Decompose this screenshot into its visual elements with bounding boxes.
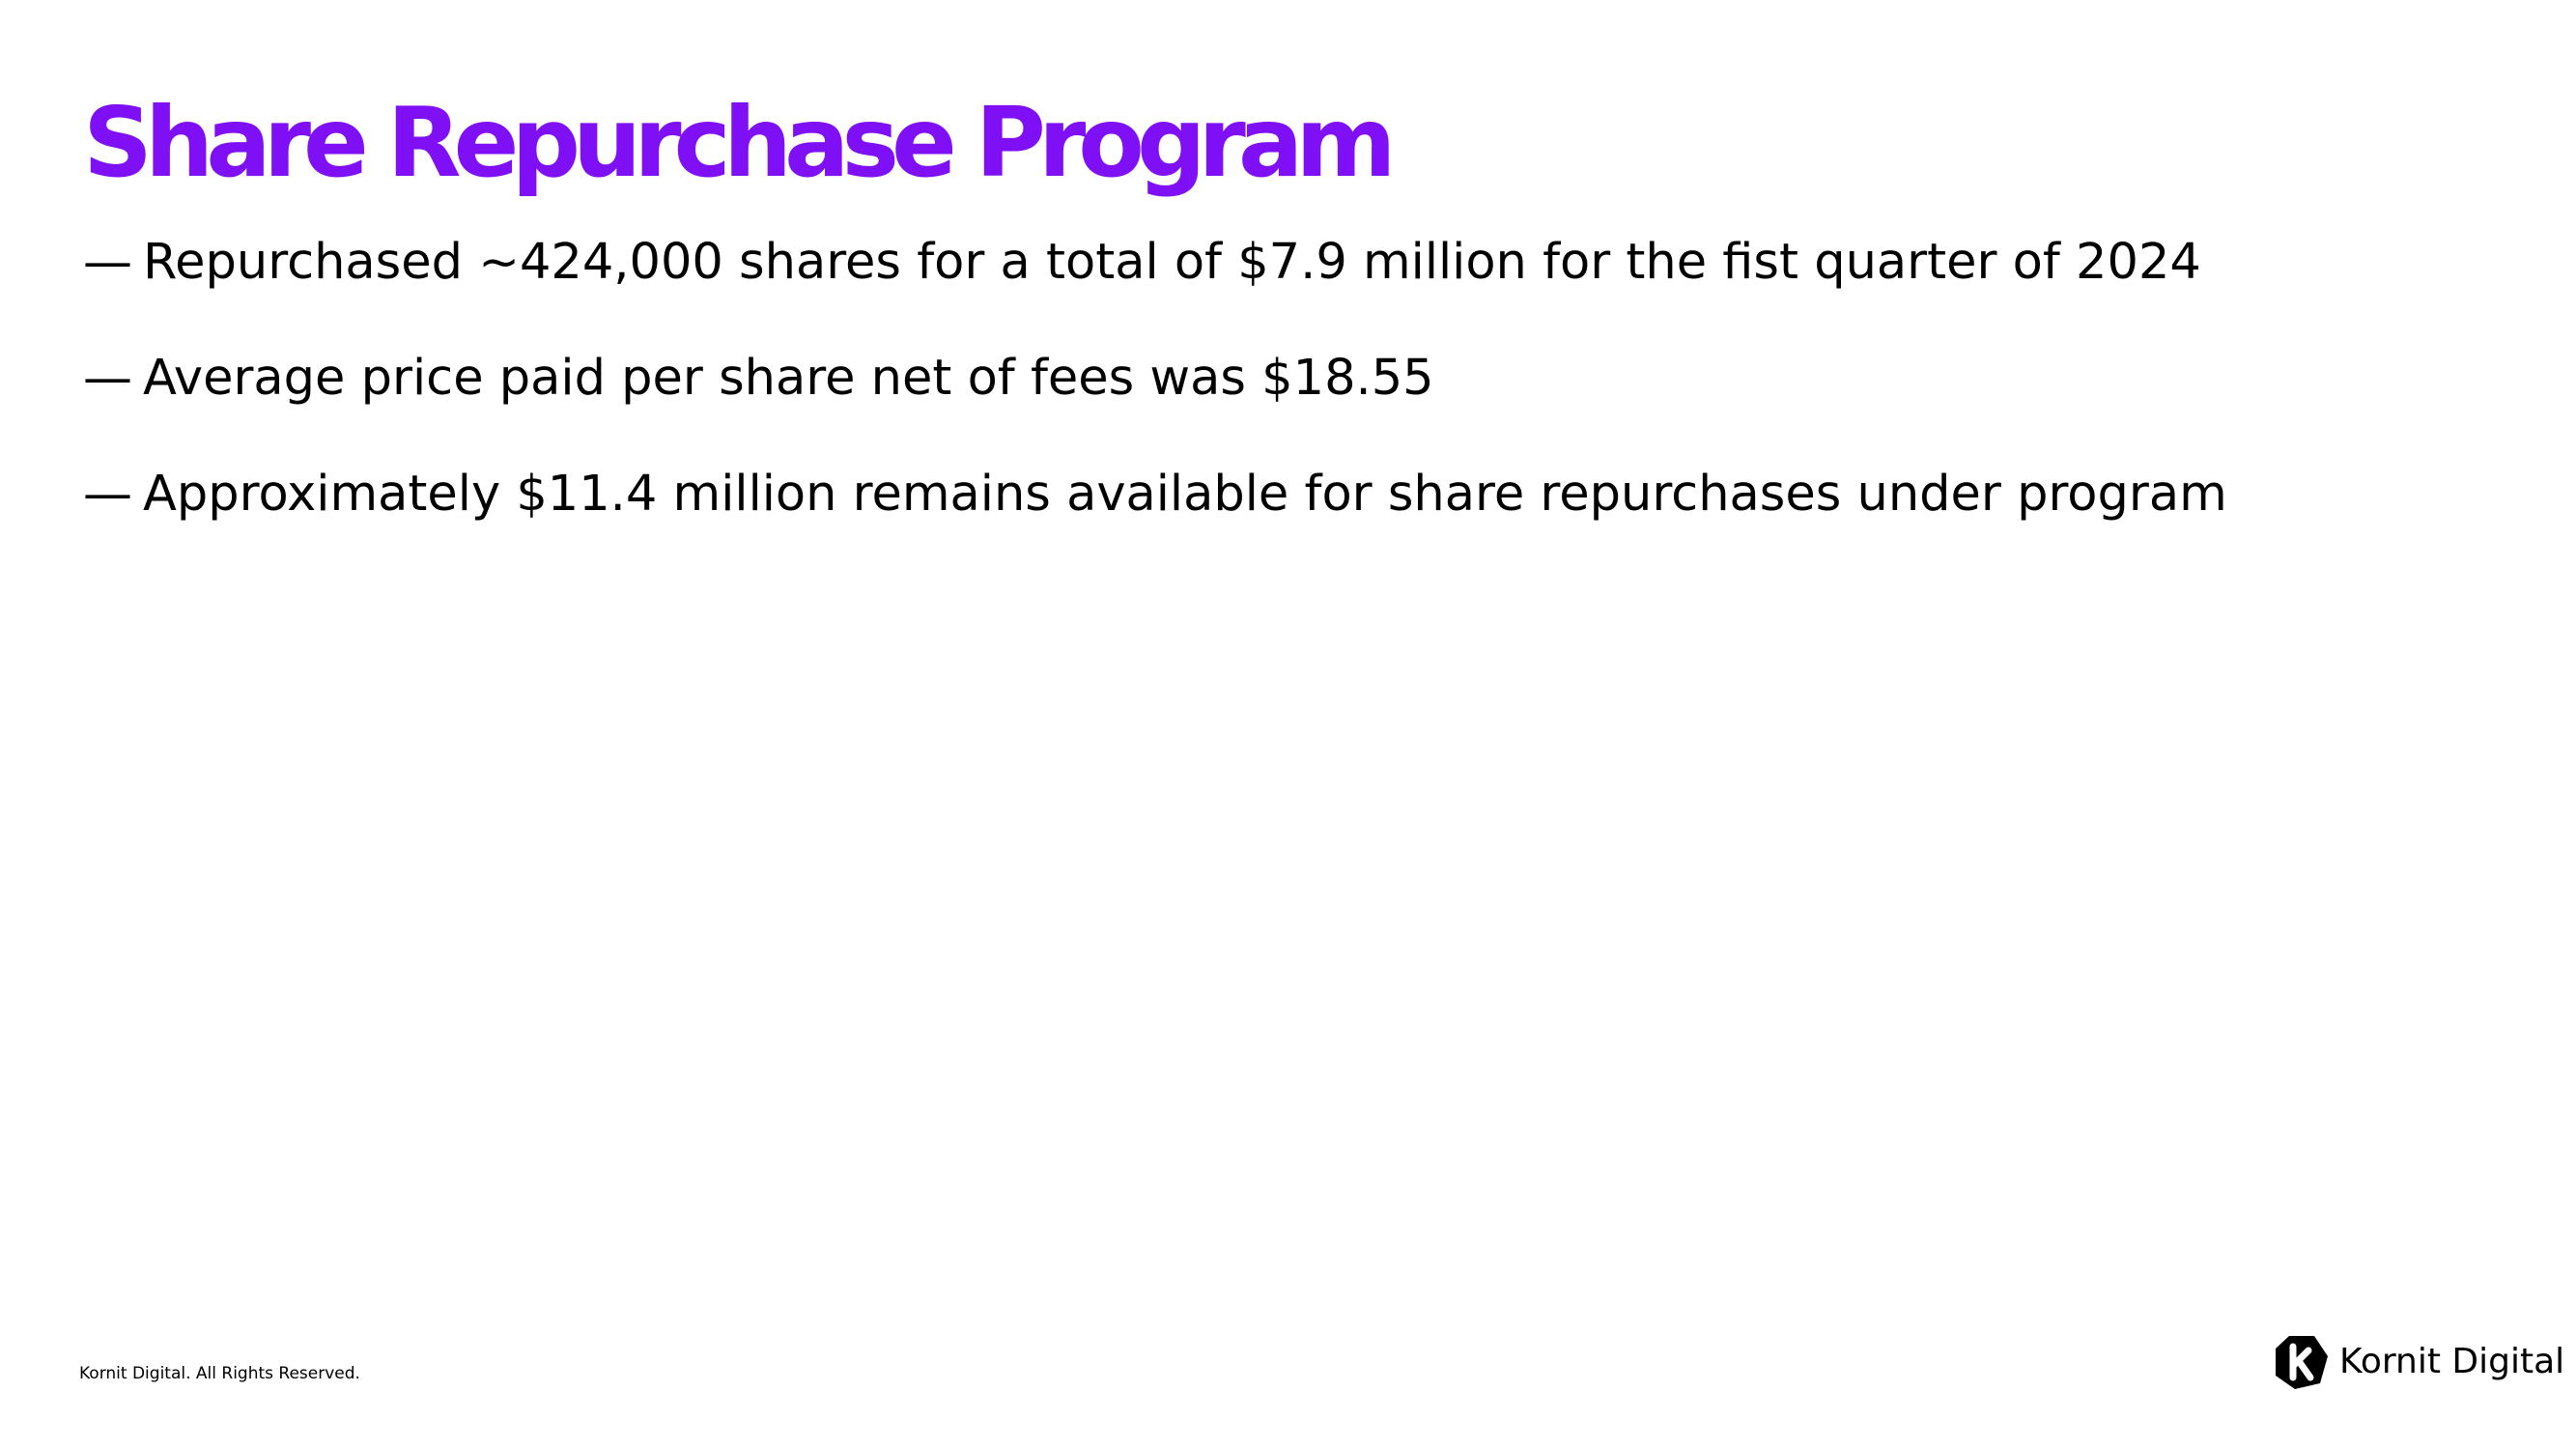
kornit-k-icon xyxy=(2272,1333,2330,1391)
bullet-item xyxy=(83,228,2227,344)
footer-copyright: Kornit Digital. All Rights Reserved. xyxy=(79,1364,360,1383)
bullet-text: Repurchased ~424,000 shares for a total of $7.9 million for the fist quarter of 2024 xyxy=(143,234,2201,291)
bullet-text: Approximately $11.4 million remains available for share repurchases under program xyxy=(143,466,2227,523)
bullet-list xyxy=(83,228,2227,576)
bullet-dash: — xyxy=(83,466,132,523)
bullet-dash: — xyxy=(83,350,132,407)
page-title: Share Repurchase Program xyxy=(83,86,1389,199)
logo-wordmark: Kornit Digital xyxy=(2339,1342,2565,1381)
bullet-dash: — xyxy=(83,234,132,291)
bullet-item xyxy=(83,344,2227,460)
bullet-item xyxy=(83,460,2227,576)
bullet-text: Average price paid per share net of fees was $18.55 xyxy=(143,350,1434,407)
company-logo xyxy=(2272,1333,2564,1391)
